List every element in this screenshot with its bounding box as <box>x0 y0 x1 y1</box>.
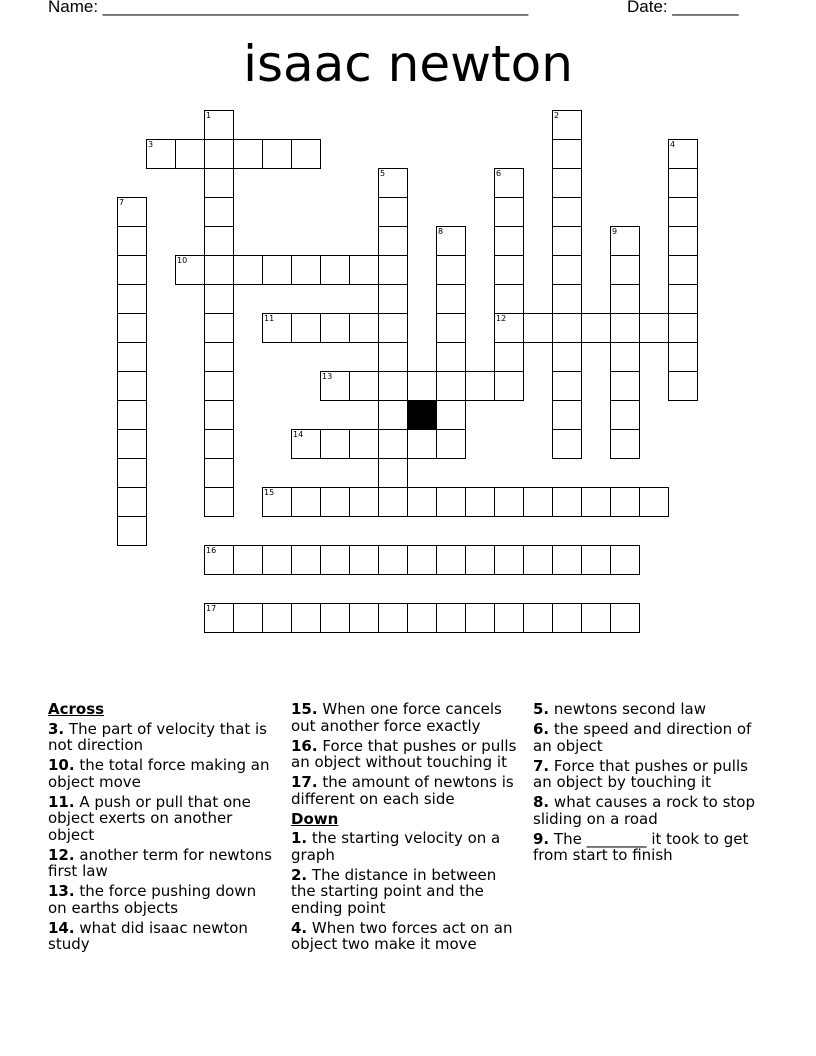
crossword-cell[interactable] <box>320 487 350 517</box>
clue-text: The distance in between the starting point and the ending point <box>291 865 497 917</box>
crossword-cell[interactable] <box>610 603 640 633</box>
clue-13 <box>48 883 276 916</box>
clue-number-label: 8 <box>438 227 444 236</box>
crossword-cell[interactable] <box>407 545 437 575</box>
crossword-cell[interactable] <box>639 313 669 343</box>
clue-number-label: 11 <box>264 314 275 323</box>
clue-number-label: 1 <box>206 111 212 120</box>
crossword-cell[interactable] <box>378 255 408 285</box>
crossword-cell[interactable] <box>204 371 234 401</box>
clue-2 <box>291 867 521 917</box>
crossword-cell[interactable] <box>436 429 466 459</box>
clue-text: When one force cancels out another force exactly <box>291 700 502 735</box>
crossword-cell[interactable] <box>204 603 234 633</box>
crossword-cell[interactable] <box>320 429 350 459</box>
crossword-cell[interactable] <box>639 487 669 517</box>
clue-4 <box>291 920 521 953</box>
crossword-cell[interactable] <box>668 197 698 227</box>
black-cell <box>407 400 437 430</box>
crossword-cell[interactable] <box>552 342 582 372</box>
crossword-cell[interactable] <box>407 603 437 633</box>
crossword-cell[interactable] <box>552 313 582 343</box>
crossword-cell[interactable] <box>117 255 147 285</box>
clue-9 <box>533 831 761 864</box>
clue-number-label: 15 <box>264 488 275 497</box>
clue-text: what causes a rock to stop sliding on a road <box>533 793 756 828</box>
clue-text: the amount of newtons is different on each side <box>291 773 514 808</box>
clue-number: 7. <box>533 756 550 775</box>
crossword-cell[interactable] <box>378 371 408 401</box>
clue-1 <box>291 830 521 863</box>
clue-6 <box>533 721 761 754</box>
clue-number-label: 14 <box>293 430 304 439</box>
crossword-cell[interactable] <box>436 400 466 430</box>
crossword-cell[interactable] <box>204 400 234 430</box>
clue-text: The part of velocity that is not direction <box>48 719 267 754</box>
crossword-cell[interactable] <box>378 226 408 256</box>
crossword-cell[interactable] <box>117 342 147 372</box>
crossword-cell[interactable] <box>117 197 147 227</box>
clue-text: the starting velocity on a graph <box>291 829 501 864</box>
crossword-cell[interactable] <box>668 342 698 372</box>
crossword-cell[interactable] <box>465 487 495 517</box>
crossword-cell[interactable] <box>552 139 582 169</box>
crossword-cell[interactable] <box>552 545 582 575</box>
clues-column-1 <box>48 701 276 956</box>
crossword-cell[interactable] <box>465 545 495 575</box>
crossword-cell[interactable] <box>552 487 582 517</box>
crossword-cell[interactable] <box>262 487 292 517</box>
crossword-cell[interactable] <box>117 313 147 343</box>
crossword-cell[interactable] <box>552 110 582 140</box>
clue-text: The ________ it took to get from start to finish <box>533 829 749 864</box>
clue-number: 14. <box>48 918 75 937</box>
crossword-cell[interactable] <box>349 313 379 343</box>
crossword-cell[interactable] <box>436 284 466 314</box>
crossword-cell[interactable] <box>668 255 698 285</box>
crossword-cell[interactable] <box>320 371 350 401</box>
crossword-cell[interactable] <box>262 313 292 343</box>
clue-number: 10. <box>48 756 75 774</box>
crossword-cell[interactable] <box>436 371 466 401</box>
crossword-cell[interactable] <box>378 400 408 430</box>
crossword-cell[interactable] <box>494 371 524 401</box>
crossword-cell[interactable] <box>668 371 698 401</box>
clue-17 <box>291 774 521 807</box>
crossword-cell[interactable] <box>581 313 611 343</box>
crossword-cell[interactable] <box>378 168 408 198</box>
clue-number: 2. <box>291 865 308 884</box>
crossword-cell[interactable] <box>233 255 263 285</box>
crossword-cell[interactable] <box>552 255 582 285</box>
crossword-cell[interactable] <box>552 400 582 430</box>
crossword-cell[interactable] <box>407 487 437 517</box>
crossword-cell[interactable] <box>378 603 408 633</box>
clue-text: Force that pushes or pulls an object by touching it <box>533 756 748 791</box>
crossword-cell[interactable] <box>552 603 582 633</box>
clue-number: 12. <box>48 845 75 864</box>
crossword-cell[interactable] <box>610 342 640 372</box>
crossword-cell[interactable] <box>117 400 147 430</box>
crossword-cell[interactable] <box>610 255 640 285</box>
crossword-cell[interactable] <box>523 487 553 517</box>
clue-number-label: 13 <box>322 372 333 381</box>
crossword-cell[interactable] <box>610 226 640 256</box>
date-line[interactable]: Date: _______ <box>627 0 739 16</box>
clue-number: 17. <box>291 773 318 791</box>
crossword-cell[interactable] <box>117 284 147 314</box>
crossword-cell[interactable] <box>146 139 176 169</box>
crossword-cell[interactable] <box>552 226 582 256</box>
crossword-cell[interactable] <box>436 313 466 343</box>
clue-number-label: 9 <box>612 227 618 236</box>
across-heading: Across <box>48 700 105 718</box>
crossword-cell[interactable] <box>610 284 640 314</box>
crossword-cell[interactable] <box>378 284 408 314</box>
crossword-cell[interactable] <box>378 487 408 517</box>
crossword-cell[interactable] <box>610 313 640 343</box>
crossword-cell[interactable] <box>494 545 524 575</box>
crossword-cell[interactable] <box>668 226 698 256</box>
clue-text: the force pushing down on earths objects <box>48 882 257 917</box>
clue-11 <box>48 794 276 844</box>
crossword-cell[interactable] <box>610 545 640 575</box>
crossword-cell[interactable] <box>204 429 234 459</box>
clue-5 <box>533 701 761 718</box>
clue-number-label: 3 <box>148 140 154 149</box>
crossword-cell[interactable] <box>378 313 408 343</box>
crossword-cell[interactable] <box>610 371 640 401</box>
crossword-cell[interactable] <box>204 284 234 314</box>
crossword-cell[interactable] <box>436 342 466 372</box>
clue-number: 5. <box>533 700 550 718</box>
crossword-cell[interactable] <box>204 255 234 285</box>
crossword-cell[interactable] <box>204 226 234 256</box>
crossword-cell[interactable] <box>291 313 321 343</box>
clue-16 <box>291 738 521 771</box>
crossword-cell[interactable] <box>378 458 408 488</box>
clue-15 <box>291 701 521 734</box>
crossword-cell[interactable] <box>262 139 292 169</box>
clue-number: 4. <box>291 918 308 937</box>
crossword-cell[interactable] <box>523 545 553 575</box>
clue-number-label: 2 <box>554 111 560 120</box>
crossword-cell[interactable] <box>581 603 611 633</box>
crossword-cell[interactable] <box>552 168 582 198</box>
crossword-cell[interactable] <box>204 458 234 488</box>
crossword-cell[interactable] <box>204 197 234 227</box>
crossword-cell[interactable] <box>436 487 466 517</box>
clue-text: When two forces act on an object two make it move <box>291 918 513 953</box>
crossword-cell[interactable] <box>494 603 524 633</box>
crossword-cell[interactable] <box>204 313 234 343</box>
clue-number: 6. <box>533 720 550 738</box>
crossword-cell[interactable] <box>117 458 147 488</box>
crossword-cell[interactable] <box>349 487 379 517</box>
clue-10 <box>48 757 276 790</box>
crossword-cell[interactable] <box>320 255 350 285</box>
clue-number-label: 5 <box>380 169 386 178</box>
crossword-cell[interactable] <box>436 545 466 575</box>
crossword-cell[interactable] <box>552 284 582 314</box>
clue-text: what did isaac newton study <box>48 918 248 953</box>
crossword-cell[interactable] <box>204 342 234 372</box>
crossword-cell[interactable] <box>668 139 698 169</box>
crossword-cell[interactable] <box>117 516 147 546</box>
crossword-cell[interactable] <box>494 226 524 256</box>
crossword-cell[interactable] <box>378 342 408 372</box>
clue-text: the total force making an object move <box>48 756 270 791</box>
crossword-cell[interactable] <box>175 139 205 169</box>
clue-number: 1. <box>291 829 308 847</box>
crossword-cell[interactable] <box>117 226 147 256</box>
crossword-cell[interactable] <box>436 603 466 633</box>
crossword-cell[interactable] <box>436 255 466 285</box>
crossword-cell[interactable] <box>262 255 292 285</box>
crossword-cell[interactable] <box>436 226 466 256</box>
crossword-cell[interactable] <box>320 545 350 575</box>
crossword-cell[interactable] <box>233 545 263 575</box>
crossword-cell[interactable] <box>668 313 698 343</box>
clue-number: 15. <box>291 700 318 718</box>
crossword-cell[interactable] <box>610 429 640 459</box>
crossword-cell[interactable] <box>349 545 379 575</box>
down-heading: Down <box>291 809 339 828</box>
crossword-cell[interactable] <box>494 342 524 372</box>
crossword-cell[interactable] <box>233 603 263 633</box>
clue-text: Force that pushes or pulls an object without touching it <box>291 736 517 771</box>
crossword-cell[interactable] <box>349 429 379 459</box>
clue-text: newtons second law <box>553 700 706 718</box>
clue-7 <box>533 758 761 791</box>
clue-number-label: 10 <box>177 256 188 265</box>
clue-text: the speed and direction of an object <box>533 720 752 755</box>
crossword-cell[interactable] <box>291 429 321 459</box>
crossword-cell[interactable] <box>668 284 698 314</box>
crossword-cell[interactable] <box>204 139 234 169</box>
crossword-cell[interactable] <box>378 429 408 459</box>
crossword-cell[interactable] <box>204 487 234 517</box>
crossword-cell[interactable] <box>494 487 524 517</box>
clue-number: 13. <box>48 882 75 900</box>
crossword-cell[interactable] <box>668 168 698 198</box>
crossword-cell[interactable] <box>494 197 524 227</box>
crossword-cell[interactable] <box>465 371 495 401</box>
clue-number-label: 17 <box>206 604 217 613</box>
crossword-cell[interactable] <box>349 371 379 401</box>
crossword-cell[interactable] <box>523 603 553 633</box>
crossword-cell[interactable] <box>407 371 437 401</box>
clue-14 <box>48 920 276 953</box>
crossword-cell[interactable] <box>407 429 437 459</box>
puzzle-title: isaac newton <box>243 35 573 93</box>
crossword-cell[interactable] <box>117 487 147 517</box>
crossword-cell[interactable] <box>175 255 205 285</box>
crossword-cell[interactable] <box>204 110 234 140</box>
crossword-cell[interactable] <box>117 429 147 459</box>
clue-8 <box>533 794 761 827</box>
crossword-cell[interactable] <box>378 197 408 227</box>
crossword-cell[interactable] <box>494 284 524 314</box>
clue-text: A push or pull that one object exerts on another object <box>48 792 251 844</box>
clue-text: another term for newtons first law <box>48 845 272 880</box>
clue-number-label: 12 <box>496 314 507 323</box>
clue-number: 11. <box>48 792 75 811</box>
crossword-cell[interactable] <box>581 545 611 575</box>
crossword-cell[interactable] <box>262 603 292 633</box>
crossword-cell[interactable] <box>320 313 350 343</box>
crossword-cell[interactable] <box>291 255 321 285</box>
clue-12 <box>48 847 276 880</box>
crossword-cell[interactable] <box>494 313 524 343</box>
crossword-cell[interactable] <box>610 487 640 517</box>
crossword-cell[interactable] <box>349 603 379 633</box>
crossword-cell[interactable] <box>552 197 582 227</box>
name-line[interactable]: Name: _____________________________________________ <box>48 0 529 16</box>
crossword-cell[interactable] <box>523 313 553 343</box>
crossword-cell[interactable] <box>204 168 234 198</box>
crossword-cell[interactable] <box>494 168 524 198</box>
crossword-cell[interactable] <box>581 487 611 517</box>
crossword-cell[interactable] <box>291 545 321 575</box>
clue-number: 3. <box>48 719 65 738</box>
clue-3 <box>48 721 276 754</box>
crossword-cell[interactable] <box>552 429 582 459</box>
clues-column-3 <box>533 701 761 867</box>
crossword-cell[interactable] <box>117 371 147 401</box>
crossword-cell[interactable] <box>262 545 292 575</box>
clue-number: 9. <box>533 829 550 848</box>
clue-number-label: 6 <box>496 169 502 178</box>
crossword-cell[interactable] <box>552 371 582 401</box>
crossword-cell[interactable] <box>204 545 234 575</box>
clue-number: 8. <box>533 793 550 811</box>
crossword-cell[interactable] <box>465 603 495 633</box>
clue-number: 16. <box>291 736 318 755</box>
crossword-cell[interactable] <box>291 487 321 517</box>
clue-number-label: 7 <box>119 198 125 207</box>
clues-column-2 <box>291 701 521 956</box>
crossword-cell[interactable] <box>291 139 321 169</box>
crossword-cell[interactable] <box>320 603 350 633</box>
clue-number-label: 4 <box>670 140 676 149</box>
crossword-cell[interactable] <box>291 603 321 633</box>
crossword-cell[interactable] <box>494 255 524 285</box>
crossword-cell[interactable] <box>610 400 640 430</box>
crossword-cell[interactable] <box>349 255 379 285</box>
crossword-cell[interactable] <box>233 139 263 169</box>
clue-number-label: 16 <box>206 546 217 555</box>
crossword-cell[interactable] <box>378 545 408 575</box>
